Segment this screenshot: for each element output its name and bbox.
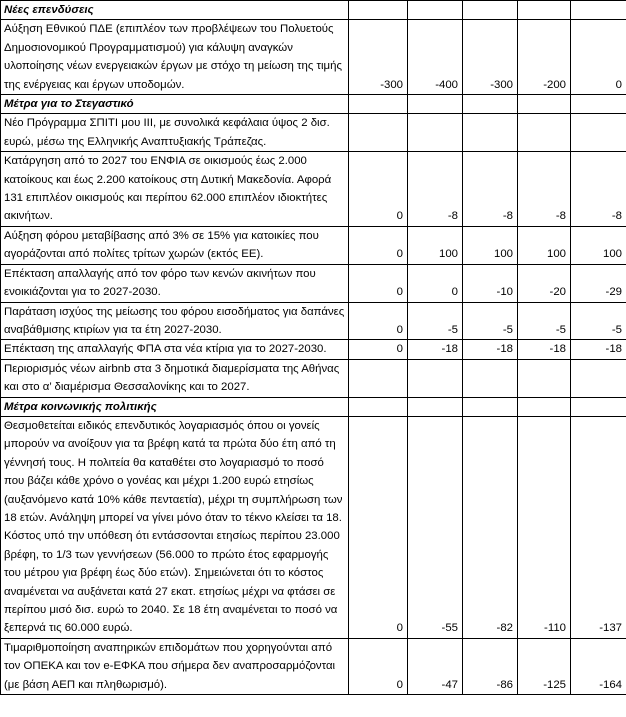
value-cell: 0 xyxy=(349,152,408,227)
value-cell: -47 xyxy=(408,638,463,694)
measure-description: Αύξηση φόρου μεταβίβασης από 3% σε 15% για κατοικίες που αγοράζονται από πολίτες τρίτων χωρών (εκτός ΕΕ). xyxy=(1,226,349,264)
section-header-row xyxy=(1,1,626,20)
table-row xyxy=(1,114,626,152)
value-cell: -200 xyxy=(518,20,571,95)
value-cell: -86 xyxy=(463,638,518,694)
value-cell: 0 xyxy=(349,416,408,638)
value-cell: 0 xyxy=(571,20,626,95)
value-cell xyxy=(349,359,408,397)
empty-cell xyxy=(463,1,518,20)
value-cell: -10 xyxy=(463,264,518,302)
value-cell: -400 xyxy=(408,20,463,95)
value-cell: 0 xyxy=(349,638,408,694)
value-cell: -8 xyxy=(408,152,463,227)
value-cell xyxy=(518,114,571,152)
empty-cell xyxy=(349,95,408,114)
value-cell: 0 xyxy=(349,226,408,264)
value-cell: -55 xyxy=(408,416,463,638)
value-cell xyxy=(349,114,408,152)
measure-description: Επέκταση απαλλαγής από τον φόρο των κενών ακινήτων που ενοικιάζονται για το 2027-2030. xyxy=(1,264,349,302)
empty-cell xyxy=(518,397,571,416)
measure-description: Παράταση ισχύος της μείωσης του φόρου εισοδήματος για δαπάνες αναβάθμισης κτιρίων για τα έτη 2027-2030. xyxy=(1,302,349,340)
measure-description: Θεσμοθετείται ειδικός επενδυτικός λογαριασμός όπου οι γονείς μπορούν να ανοίξουν για τα βρέφη κατά τα πρώτα δύο έτη από τη γέννησή τους. Η πολιτεία θα καταθέτει στο λογαριασμό το ποσό που βάζει κάθε χρόνο ο γονέας και μέχρι 1.200 ευρώ ετησίως (αυξανόμενο κατά 10% κάθε πενταετία), μέχρι τη συμπλήρωση των 18 ετών. Ανάληψη μπορεί να γίνει μόνο όταν το τέκνο κλείσει τα 18. Κόστος υπό την υπόθεση ότι εντάσσονται ετησίως περίπου 23.000 βρέφη, το 1/3 των γεννήσεων (56.000 το πρώτο έτος εφαρμογής του μέτρου για βρέφη έως δύο ετών). Σημειώνεται ότι το κόστος αναμένεται να αυξάνεται κατά 27 εκατ. ετησίως μέχρι να φτάσει σε περίπου μισό δισ. ευρώ το 2040. Σε 18 έτη αναμένεται το ποσό να ξεπερνά τις 60.000 ευρώ. xyxy=(1,416,349,638)
empty-cell xyxy=(408,1,463,20)
section-header-row xyxy=(1,95,626,114)
empty-cell xyxy=(463,397,518,416)
value-cell: -18 xyxy=(571,340,626,359)
empty-cell xyxy=(349,397,408,416)
value-cell xyxy=(408,359,463,397)
empty-cell xyxy=(571,1,626,20)
value-cell xyxy=(518,359,571,397)
value-cell: -125 xyxy=(518,638,571,694)
value-cell: -5 xyxy=(463,302,518,340)
value-cell xyxy=(463,114,518,152)
value-cell: 100 xyxy=(463,226,518,264)
table-row xyxy=(1,416,626,638)
measure-description: Περιορισμός νέων airbnb στα 3 δημοτικά διαμερίσματα της Αθήνας και στο α’ διαμέρισμα Θεσσαλονίκης και το 2027. xyxy=(1,359,349,397)
value-cell: -82 xyxy=(463,416,518,638)
value-cell: -18 xyxy=(463,340,518,359)
value-cell: -5 xyxy=(571,302,626,340)
section-header-row xyxy=(1,397,626,416)
empty-cell xyxy=(518,95,571,114)
empty-cell xyxy=(408,95,463,114)
value-cell xyxy=(463,359,518,397)
value-cell: 0 xyxy=(408,264,463,302)
table-row xyxy=(1,20,626,95)
section-header: Μέτρα για το Στεγαστικό xyxy=(1,95,349,114)
value-cell: -8 xyxy=(463,152,518,227)
value-cell: -300 xyxy=(463,20,518,95)
value-cell: -29 xyxy=(571,264,626,302)
value-cell: -5 xyxy=(518,302,571,340)
section-header: Μέτρα κοινωνικής πολιτικής xyxy=(1,397,349,416)
value-cell: -5 xyxy=(408,302,463,340)
value-cell: 100 xyxy=(518,226,571,264)
value-cell xyxy=(571,114,626,152)
value-cell: -18 xyxy=(408,340,463,359)
value-cell: -18 xyxy=(518,340,571,359)
measure-description: Επέκταση της απαλλαγής ΦΠΑ στα νέα κτίρια για το 2027-2030. xyxy=(1,340,349,359)
value-cell: -164 xyxy=(571,638,626,694)
value-cell: 100 xyxy=(571,226,626,264)
table-row xyxy=(1,359,626,397)
measure-description: Τιμαριθμοποίηση αναπηρικών επιδομάτων που χορηγούνται από τον ΟΠΕΚΑ και τον e-ΕΦΚΑ που σήμερα δεν αναπροσαρμόζονται (με βάση ΑΕΠ και πληθωρισμό). xyxy=(1,638,349,694)
value-cell xyxy=(571,359,626,397)
table-row xyxy=(1,152,626,227)
value-cell: -8 xyxy=(571,152,626,227)
table-body xyxy=(1,1,626,695)
table-row xyxy=(1,638,626,694)
table-row xyxy=(1,302,626,340)
section-header: Νέες επενδύσεις xyxy=(1,1,349,20)
table-row xyxy=(1,340,626,359)
value-cell: -8 xyxy=(518,152,571,227)
table-row xyxy=(1,226,626,264)
value-cell: 0 xyxy=(349,264,408,302)
empty-cell xyxy=(463,95,518,114)
empty-cell xyxy=(571,95,626,114)
empty-cell xyxy=(518,1,571,20)
value-cell: -20 xyxy=(518,264,571,302)
empty-cell xyxy=(349,1,408,20)
measure-description: Κατάργηση από το 2027 του ΕΝΦΙΑ σε οικισμούς έως 2.000 κατοίκους και έως 2.200 κατοίκους στη Δυτική Μακεδονία. Αφορά 131 επιπλέον οικισμούς και περίπου 62.000 επιπλέον ιδιοκτήτες ακινήτων. xyxy=(1,152,349,227)
value-cell: 0 xyxy=(349,340,408,359)
empty-cell xyxy=(571,397,626,416)
measure-description: Νέο Πρόγραμμα ΣΠΙΤΙ μου ΙΙΙ, με συνολικά κεφάλαια ύψος 2 δισ. ευρώ, μέσω της Ελληνικής Αναπτυξιακής Τράπεζας. xyxy=(1,114,349,152)
value-cell: 0 xyxy=(349,302,408,340)
value-cell xyxy=(408,114,463,152)
measure-description: Αύξηση Εθνικού ΠΔΕ (επιπλέον των προβλέψεων του Πολυετούς Δημοσιονομικού Προγραμματισμού) για κάλυψη αναγκών υλοποίησης νέων ενεργειακών έργων με στόχο τη μείωση της τιμής της ενέργειας και έργων υποδομών. xyxy=(1,20,349,95)
value-cell: -110 xyxy=(518,416,571,638)
empty-cell xyxy=(408,397,463,416)
value-cell: -137 xyxy=(571,416,626,638)
table-row xyxy=(1,264,626,302)
value-cell: 100 xyxy=(408,226,463,264)
value-cell: -300 xyxy=(349,20,408,95)
